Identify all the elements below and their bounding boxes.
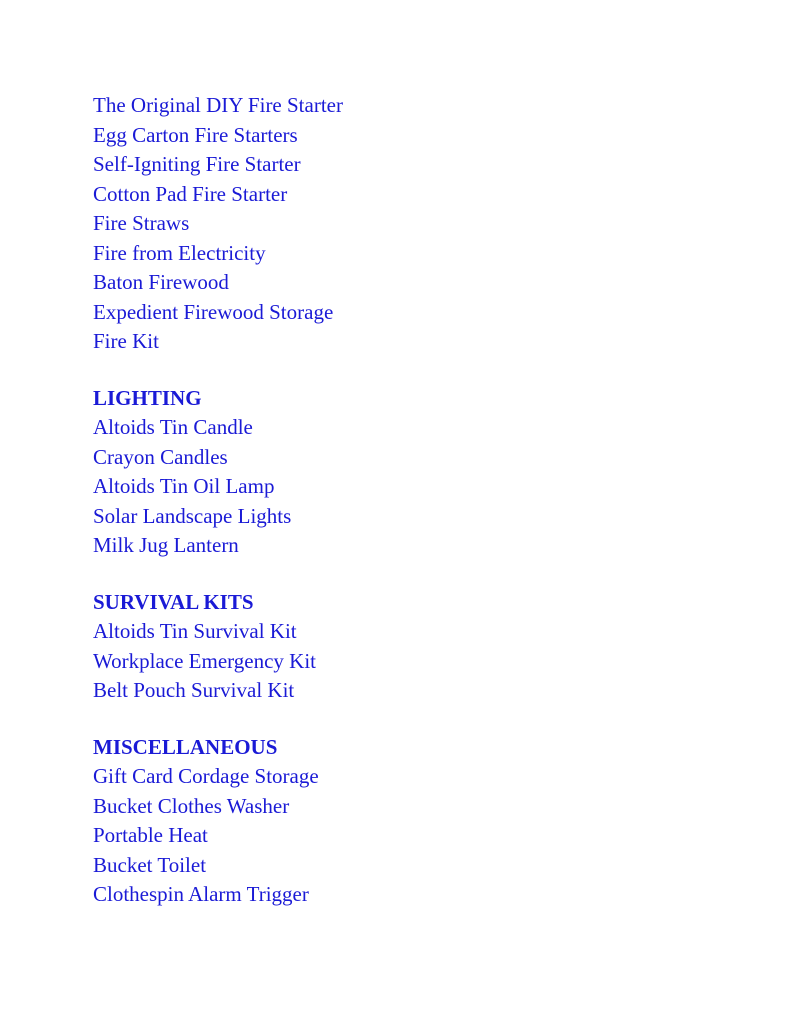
fire-section <box>93 91 733 357</box>
link-fire-straws[interactable]: Fire Straws <box>93 211 190 235</box>
link-solar-landscape-lights[interactable]: Solar Landscape Lights <box>93 503 292 528</box>
link-crayon-candles[interactable]: Crayon Candles <box>93 444 228 469</box>
link-bucket-toilet[interactable]: Bucket Toilet <box>93 852 207 877</box>
lighting-section <box>93 384 733 561</box>
link-baton-firewood[interactable]: Baton Firewood <box>93 270 229 294</box>
link-gift-card-cordage-storage[interactable]: Gift Card Cordage Storage <box>93 764 319 788</box>
survival-kits-section <box>93 588 733 706</box>
link-cotton-pad-fire-starter[interactable]: Cotton Pad Fire Starter <box>93 181 288 206</box>
link-milk-jug-lantern[interactable]: Milk Jug Lantern <box>93 533 239 557</box>
link-fire-kit[interactable]: Fire Kit <box>93 329 159 353</box>
link-clothespin-alarm-trigger[interactable]: Clothespin Alarm Trigger <box>93 882 309 906</box>
link-bucket-clothes-washer[interactable]: Bucket Clothes Washer <box>93 793 290 818</box>
miscellaneous-heading: MISCELLANEOUS <box>93 734 278 759</box>
link-portable-heat[interactable]: Portable Heat <box>93 823 208 847</box>
survival-kits-heading: SURVIVAL KITS <box>93 589 254 614</box>
link-expedient-firewood-storage[interactable]: Expedient Firewood Storage <box>93 299 334 324</box>
link-altoids-tin-oil-lamp[interactable]: Altoids Tin Oil Lamp <box>93 474 275 498</box>
link-original-diy-fire-starter[interactable]: The Original DIY Fire Starter <box>93 93 343 117</box>
miscellaneous-section <box>93 733 733 910</box>
link-egg-carton-fire-starters[interactable]: Egg Carton Fire Starters <box>93 122 298 147</box>
link-belt-pouch-survival-kit[interactable]: Belt Pouch Survival Kit <box>93 678 295 702</box>
lighting-heading: LIGHTING <box>93 385 202 410</box>
link-altoids-tin-survival-kit[interactable]: Altoids Tin Survival Kit <box>93 619 297 643</box>
document-page <box>93 91 733 910</box>
link-workplace-emergency-kit[interactable]: Workplace Emergency Kit <box>93 648 317 673</box>
link-self-igniting-fire-starter[interactable]: Self-Igniting Fire Starter <box>93 152 301 176</box>
link-fire-from-electricity[interactable]: Fire from Electricity <box>93 240 266 265</box>
link-altoids-tin-candle[interactable]: Altoids Tin Candle <box>93 415 253 439</box>
